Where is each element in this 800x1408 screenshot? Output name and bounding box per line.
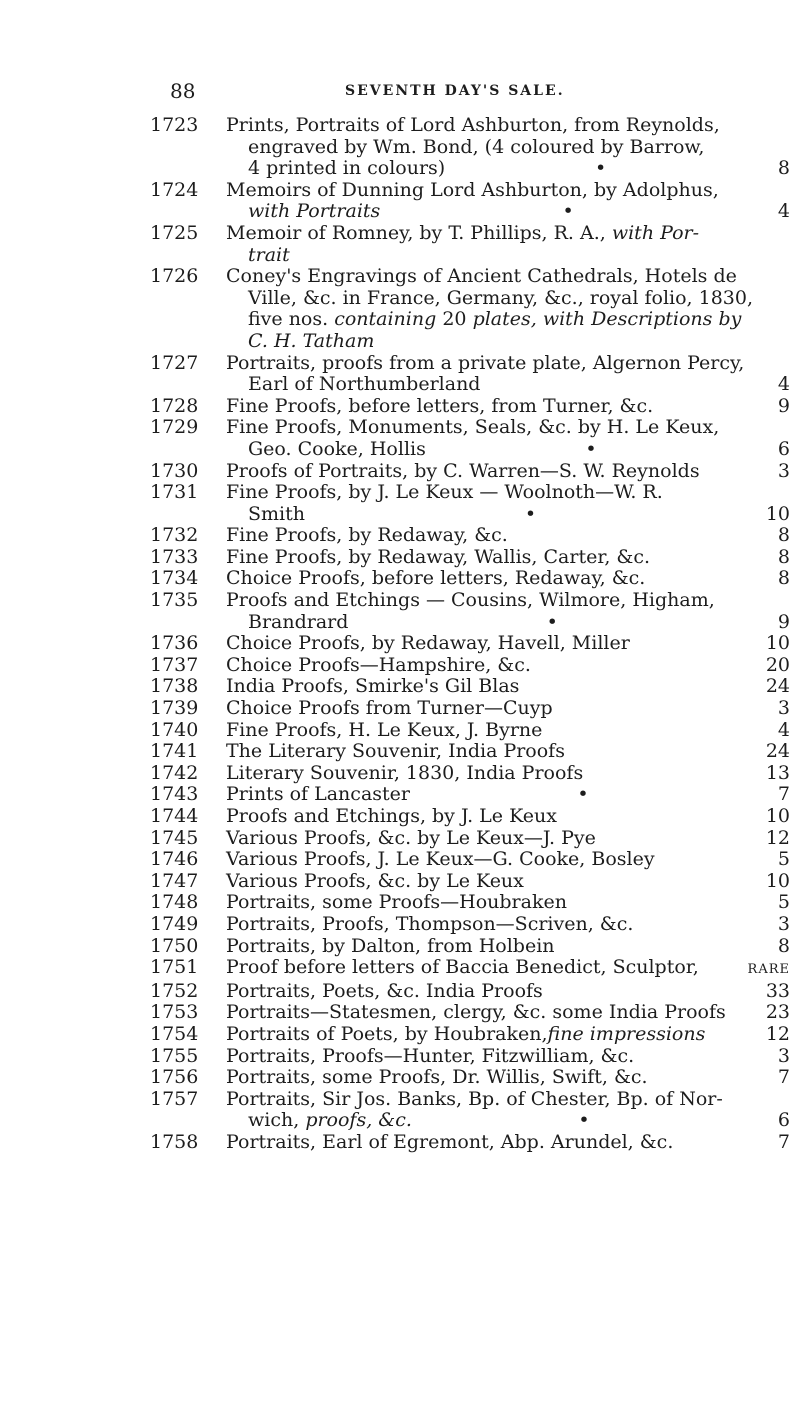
catalogue-entries — [150, 115, 790, 1154]
lot-price: 3 — [777, 697, 790, 720]
lot-price: 6 — [777, 437, 790, 460]
lot-number: 1747 — [150, 869, 199, 892]
lot-price: 24 — [765, 740, 790, 763]
catalogue-entry — [150, 957, 790, 981]
lot-number: 1754 — [150, 1022, 199, 1045]
lot-number: 1744 — [150, 805, 199, 827]
catalogue-entry — [150, 525, 790, 547]
lot-number: 1736 — [150, 632, 199, 655]
entry-text: Fine Proofs, before letters, from Turner, &c. — [226, 394, 654, 417]
entry-text: Prints, Portraits of Lord Ashburton, from Reynolds, — [226, 114, 720, 136]
catalogue-entry — [150, 871, 790, 893]
lot-price: 9 — [777, 610, 790, 633]
entry-text: wich, — [248, 1109, 300, 1132]
lot-number: 1727 — [150, 351, 199, 374]
entry-text: Portraits, by Dalton, from Holbein — [226, 934, 555, 957]
entry-text: Fine Proofs, by J. Le Keux — Woolnoth—W. R. — [226, 481, 663, 504]
lot-number: 1734 — [150, 567, 199, 590]
entry-text: with Portraits — [248, 200, 381, 223]
entry-text: The Literary Souvenir, India Proofs — [226, 740, 565, 763]
catalogue-entry — [150, 1024, 790, 1046]
lot-number: 1746 — [150, 848, 199, 871]
lot-number: 1739 — [150, 697, 199, 720]
catalogue-entry — [150, 655, 790, 677]
entry-text: Fine Proofs, Monuments, Seals, &c. by H. Le Keux, — [226, 416, 720, 439]
catalogue-entry: 1729 Fine Proofs, Monuments, Seals, &c. by H. Le Keux, Geo. Cooke, Hollis • 6 — [150, 416, 790, 460]
running-head: SEVENTH DAY'S SALE. — [345, 83, 565, 99]
lot-number: 1732 — [150, 524, 199, 547]
lot-price: 3 — [777, 1044, 790, 1067]
catalogue-entry — [150, 1002, 790, 1024]
catalogue-entry — [150, 1046, 790, 1068]
entry-text: Literary Souvenir, 1830, India Proofs — [226, 761, 584, 784]
lot-number: 1745 — [150, 826, 199, 849]
entry-text: Smith — [248, 502, 305, 525]
catalogue-entry — [150, 266, 790, 352]
lot-number: 1735 — [150, 589, 199, 612]
entry-text: 4 printed in colours) — [248, 157, 446, 180]
entry-text: Portraits, some Proofs, Dr. Willis, Swift, &c. — [226, 1066, 648, 1089]
lot-number: 1731 — [150, 481, 199, 504]
entry-text: trait — [248, 243, 290, 266]
entry-text: Memoirs of Dunning Lord Ashburton, by Adolphus, — [226, 178, 719, 201]
entry-text: Prints of Lancaster — [226, 783, 410, 806]
lot-number: 1733 — [150, 545, 199, 568]
lot-number: 1748 — [150, 891, 199, 914]
catalogue-entry — [150, 981, 790, 1003]
catalogue-entry: 1735 Proofs and Etchings — Cousins, Wilmore, Higham, Brandrard • 9 — [150, 589, 790, 633]
catalogue-entry — [150, 461, 790, 483]
catalogue-entry — [150, 741, 790, 763]
lot-price: 10 — [765, 869, 790, 892]
catalogue-entry — [150, 892, 790, 914]
lot-price: 9 — [777, 394, 790, 417]
entry-text: Portraits of Poets, by Houbraken, — [226, 1022, 548, 1045]
entry-text: Portraits, Proofs, Thompson—Scriven, &c. — [226, 912, 634, 935]
lot-price: 10 — [765, 632, 790, 655]
entry-text: C. H. Tatham — [248, 329, 375, 352]
entry-text: Memoir of Romney, by T. Phillips, R. A., — [226, 221, 606, 244]
entry-text: Fine Proofs, by Redaway, Wallis, Carter, &c. — [226, 545, 651, 568]
catalogue-entry — [150, 547, 790, 569]
entry-text: Portraits—Statesmen, clergy, &c. some India Proofs — [226, 1001, 726, 1024]
catalogue-entry — [150, 1067, 790, 1089]
entry-text: Brandrard — [248, 610, 349, 633]
entry-text: Various Proofs, &c. by Le Keux — [226, 869, 524, 892]
catalogue-entry — [150, 936, 790, 958]
lot-number: 1741 — [150, 740, 199, 763]
lot-price: 13 — [765, 761, 790, 784]
lot-price: 12 — [765, 826, 790, 849]
entry-text: Fine Proofs, H. Le Keux, J. Byrne — [226, 718, 543, 741]
lot-number: 1753 — [150, 1001, 199, 1024]
lot-price: 8 — [777, 157, 790, 180]
entry-text: Portraits, Earl of Egremont, Abp. Arundel, &c. — [226, 1130, 674, 1153]
lot-price: 20 — [765, 653, 790, 676]
lot-number: 1758 — [150, 1130, 199, 1153]
entry-text: proofs, &c. — [305, 1109, 412, 1132]
lot-price: 8 — [777, 567, 790, 590]
catalogue-entry — [150, 568, 790, 590]
lot-price: RARE — [747, 962, 790, 978]
lot-number: 1743 — [150, 783, 199, 806]
entry-text: Geo. Cooke, Hollis — [248, 437, 426, 460]
lot-number: 1726 — [150, 265, 199, 288]
lot-price: 6 — [777, 1109, 790, 1132]
entry-text: Proof before letters of Baccia Benedict, Sculptor, — [226, 956, 699, 979]
lot-number: 1751 — [150, 956, 199, 979]
lot-price: 3 — [777, 912, 790, 935]
lot-number: 1740 — [150, 718, 199, 741]
lot-price: 8 — [777, 934, 790, 957]
lot-price: 4 — [777, 200, 790, 223]
entry-text: Various Proofs, &c. by Le Keux—J. Pye — [226, 826, 596, 849]
lot-number: 1738 — [150, 675, 199, 698]
entry-text: Portraits, some Proofs—Houbraken — [226, 891, 567, 914]
lot-price: 5 — [777, 848, 790, 871]
lot-number: 1752 — [150, 979, 199, 1002]
lot-number: 1755 — [150, 1044, 199, 1067]
lot-price: 4 — [777, 373, 790, 396]
catalogue-entry: 1723 Prints, Portraits of Lord Ashburton, from Reynolds, engraved by Wm. Bond, (4 coloured by Barrow, 4 printed in colours) • 8 — [150, 114, 790, 180]
catalogue-entry — [150, 828, 790, 850]
lot-price: 7 — [777, 1066, 790, 1089]
lot-price: 33 — [765, 979, 790, 1002]
catalogue-entry — [150, 849, 790, 871]
catalogue-entry — [150, 914, 790, 936]
lot-price: 10 — [765, 805, 790, 827]
catalogue-entry — [150, 698, 790, 720]
entry-text: Portraits, proofs from a private plate, Algernon Percy, — [226, 351, 745, 374]
lot-price: 3 — [777, 459, 790, 482]
lot-price: 7 — [777, 1130, 790, 1153]
lot-price: 7 — [777, 783, 790, 806]
entry-text: Various Proofs, J. Le Keux—G. Cooke, Bosley — [226, 848, 655, 871]
lot-number: 1723 — [150, 114, 199, 136]
lot-price: 5 — [777, 891, 790, 914]
entry-text: Portraits, Proofs—Hunter, Fitzwilliam, &c. — [226, 1044, 635, 1067]
lot-price: 8 — [777, 545, 790, 568]
entry-text: Choice Proofs, by Redaway, Havell, Miller — [226, 632, 630, 655]
lot-number: 1742 — [150, 761, 199, 784]
catalogue-entry — [150, 720, 790, 742]
lot-number: 1730 — [150, 459, 199, 482]
entry-text: Proofs and Etchings, by J. Le Keux — [226, 805, 557, 827]
catalogue-entry — [150, 676, 790, 698]
catalogue-entry: 1731 Fine Proofs, by J. Le Keux — Woolnoth—W. R. Smith • 10 — [150, 481, 790, 525]
lot-number: 1750 — [150, 934, 199, 957]
entry-text: Choice Proofs from Turner—Cuyp — [226, 697, 553, 720]
entry-text: with Por- — [611, 221, 700, 244]
lot-number: 1724 — [150, 178, 199, 201]
entry-text: Coney's Engravings of Ancient Cathedrals, Hotels de — [226, 265, 737, 288]
entry-text: Proofs and Etchings — Cousins, Wilmore, Higham, — [226, 589, 715, 612]
lot-price: 23 — [765, 1001, 790, 1024]
entry-text: fine impressions — [547, 1022, 706, 1045]
lot-number: 1729 — [150, 416, 199, 439]
entry-text: Portraits, Sir Jos. Banks, Bp. of Chester, Bp. of Nor- — [226, 1087, 723, 1110]
entry-text: plates, with Descriptions by — [472, 308, 742, 331]
entry-text: India Proofs, Smirke's Gil Blas — [226, 675, 520, 698]
entry-text: five nos. — [248, 308, 329, 331]
entry-text: engraved by Wm. Bond, (4 coloured by Barrow, — [248, 135, 705, 158]
entry-text: Proofs of Portraits, by C. Warren—S. W. Reynolds — [226, 459, 700, 482]
catalogue-entry — [150, 763, 790, 785]
lot-price: 10 — [765, 502, 790, 525]
lot-price: 8 — [777, 524, 790, 547]
page-header — [170, 78, 790, 112]
catalogue-entry: 1743 Prints of Lancaster • 7 — [150, 783, 790, 806]
catalogue-entry — [150, 806, 790, 828]
entry-text: Portraits, Poets, &c. India Proofs — [226, 979, 543, 1002]
entry-text: Earl of Northumberland — [248, 373, 481, 396]
catalogue-entry — [150, 396, 790, 418]
catalogue-entry — [150, 223, 790, 266]
entry-text: Ville, &c. in France, Germany, &c., royal folio, 1830, — [248, 286, 754, 309]
lot-number: 1756 — [150, 1066, 199, 1089]
lot-price: 12 — [765, 1022, 790, 1045]
entry-text: Choice Proofs, before letters, Redaway, &c. — [226, 567, 646, 590]
lot-price: 4 — [777, 718, 790, 741]
page-number: 88 — [170, 79, 196, 103]
entry-text: Choice Proofs—Hampshire, &c. — [226, 653, 531, 676]
lot-number: 1757 — [150, 1087, 199, 1110]
lot-price: 24 — [765, 675, 790, 698]
catalogue-entry — [150, 353, 790, 396]
lot-number: 1728 — [150, 394, 199, 417]
entry-text: containing — [334, 308, 437, 331]
lot-number: 1737 — [150, 653, 199, 676]
lot-number: 1749 — [150, 912, 199, 935]
catalogue-entry: 1757 Portraits, Sir Jos. Banks, Bp. of Chester, Bp. of Nor- wich, proofs, &c. • 6 — [150, 1087, 790, 1132]
catalogue-entry: 1724 Memoirs of Dunning Lord Ashburton, by Adolphus, with Portraits • 4 — [150, 178, 790, 223]
catalogue-entry — [150, 1132, 790, 1154]
entry-text: 20 — [442, 308, 467, 331]
lot-number: 1725 — [150, 221, 199, 244]
catalogue-entry — [150, 633, 790, 655]
entry-text: Fine Proofs, by Redaway, &c. — [226, 524, 508, 547]
